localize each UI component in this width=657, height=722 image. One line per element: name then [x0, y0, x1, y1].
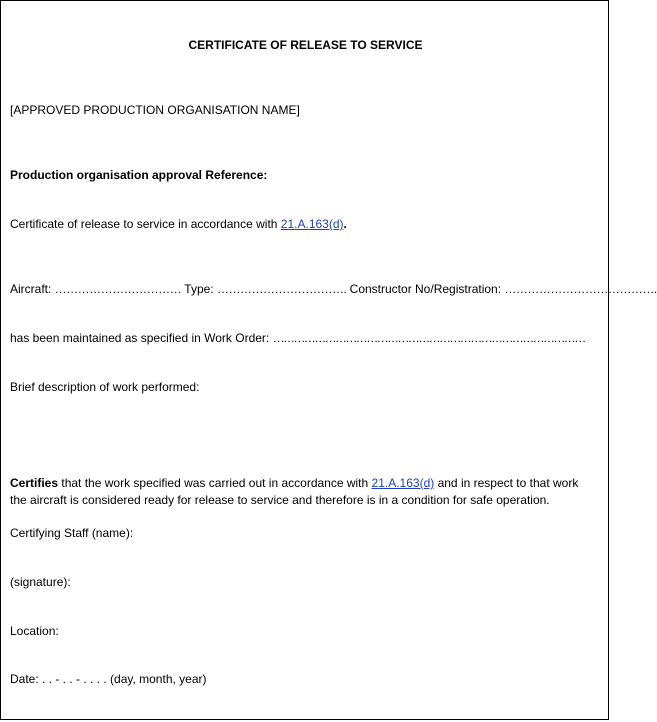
- type-field[interactable]: …………………………….: [216, 282, 347, 296]
- description-label: Brief description of work performed:: [10, 380, 200, 394]
- approval-reference-label: Production organisation approval Reference:: [10, 168, 268, 182]
- certifies-statement: [10, 475, 595, 509]
- accordance-prefix: Certificate of release to service in accordance with: [10, 217, 281, 231]
- work-order-field[interactable]: ………………………………………………………………………………: [272, 331, 585, 345]
- certificate-title: CERTIFICATE OF RELEASE TO SERVICE: [188, 38, 423, 52]
- aircraft-field[interactable]: ……………………………: [54, 282, 182, 296]
- date-label: Date: . . - . . - . . . . (day, month, year): [10, 672, 207, 686]
- location-label: Location:: [10, 624, 59, 638]
- aircraft-label: Aircraft:: [10, 282, 55, 296]
- certifies-text-2: and in respect to that work the aircraft is considered ready for release to service and therefore is in a condition for safe operation.: [10, 476, 579, 507]
- accordance-statement: [10, 216, 347, 232]
- organisation-name: [APPROVED PRODUCTION ORGANISATION NAME]: [10, 103, 300, 117]
- certifies-text-1: that the work specified was carried out in accordance with: [58, 476, 372, 490]
- certifies-regulation-link[interactable]: 21.A.163(d): [371, 476, 435, 490]
- regulation-link[interactable]: 21.A.163(d): [280, 217, 344, 231]
- constructor-field[interactable]: ………………………………….: [504, 282, 657, 296]
- certifying-staff-label: Certifying Staff (name):: [10, 526, 134, 540]
- constructor-label: Constructor No/Registration:: [346, 282, 505, 296]
- signature-label: (signature):: [10, 575, 71, 589]
- accordance-suffix: .: [343, 217, 347, 231]
- aircraft-line: [10, 281, 657, 297]
- work-order-line: [10, 330, 585, 346]
- certifies-bold: Certifies: [10, 476, 59, 490]
- work-order-label: has been maintained as specified in Work Order:: [10, 331, 273, 345]
- type-label: Type:: [181, 282, 217, 296]
